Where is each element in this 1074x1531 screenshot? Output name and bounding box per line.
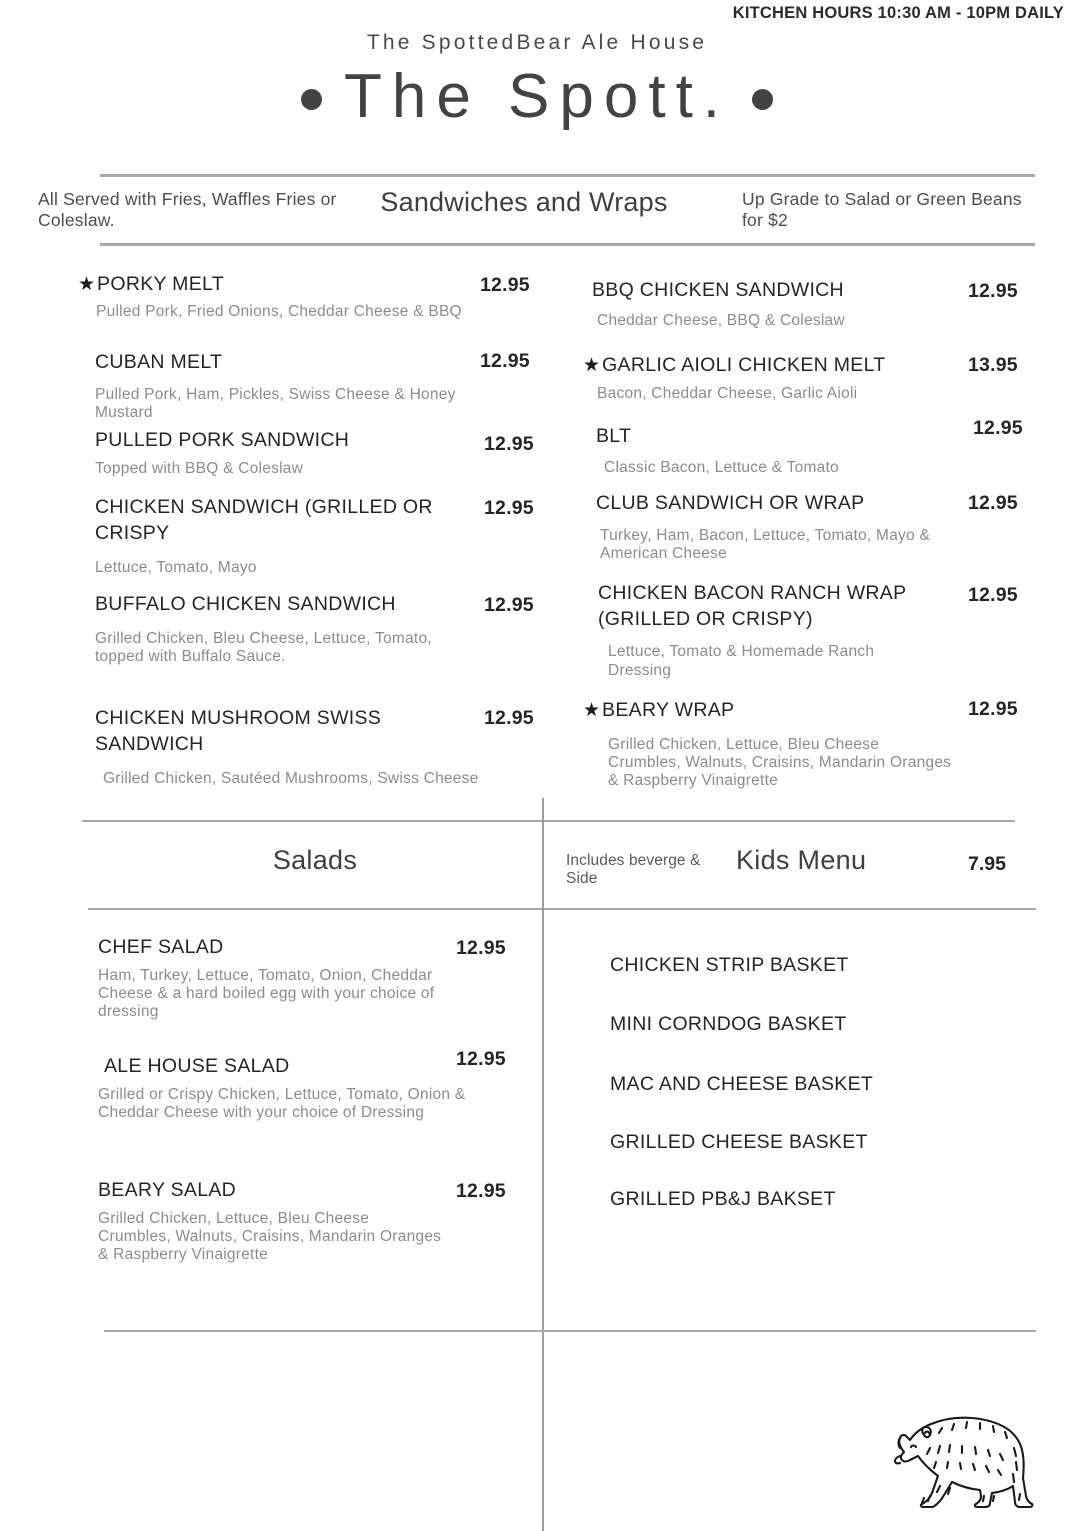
sandwiches-note-left: All Served with Fries, Waffles Fries or Coleslaw. — [38, 189, 337, 230]
divider-salads-top — [82, 820, 1015, 822]
kids-menu-item[interactable]: GRILLED PB&J BAKSET — [610, 1188, 836, 1210]
menu-item-header — [78, 272, 498, 298]
menu-item-description: Classic Bacon, Lettuce & Tomato — [604, 458, 839, 476]
menu-item-price: 12.95 — [968, 584, 1018, 606]
menu-item-header — [583, 698, 953, 724]
menu-item-description: Lettuce, Tomato, Mayo — [95, 559, 257, 577]
menu-item-description: Grilled Chicken, Bleu Cheese, Lettuce, Tomato, topped with Buffalo Sauce. — [95, 629, 432, 665]
page-title — [0, 62, 1074, 131]
menu-item-header — [95, 350, 495, 376]
menu-item[interactable] — [95, 428, 495, 478]
sandwiches-section-title: Sandwiches and Wraps — [380, 187, 668, 217]
menu-item[interactable] — [596, 491, 956, 563]
menu-item-name: PORKY MELT — [97, 273, 224, 295]
menu-item-name: GARLIC AIOLI CHICKEN MELT — [602, 354, 886, 376]
menu-item-price: 12.95 — [973, 417, 1023, 439]
menu-item-description: Grilled Chicken, Lettuce, Bleu Cheese Crumbles, Walnuts, Craisins, Mandarin Oranges & Raspberry Vinaigrette — [608, 735, 952, 789]
menu-item-description: Cheddar Cheese, BBQ & Coleslaw — [597, 311, 845, 329]
right-dot-icon — [752, 89, 773, 110]
divider-vertical — [542, 798, 544, 1531]
menu-item-header — [95, 706, 470, 757]
menu-item[interactable] — [583, 353, 953, 403]
menu-item-name: BEARY WRAP — [602, 699, 735, 721]
menu-item[interactable] — [583, 698, 953, 790]
menu-item-header — [95, 428, 495, 454]
kids-menu-item[interactable]: CHICKEN STRIP BASKET — [610, 954, 849, 976]
bear-illustration-icon — [880, 1400, 1040, 1518]
menu-item-header — [104, 1054, 504, 1080]
divider-salads-bottom — [88, 908, 1036, 910]
menu-item-header — [95, 495, 467, 546]
menu-item[interactable] — [98, 935, 498, 1021]
divider-sandwiches-top — [100, 174, 1035, 177]
menu-item-price: 12.95 — [484, 497, 534, 519]
menu-item-header — [98, 1178, 498, 1204]
kitchen-hours-text: KITCHEN HOURS 10:30 AM - 10PM DAILY — [732, 4, 1064, 22]
menu-item-price: 12.95 — [456, 937, 506, 959]
kids-menu-item[interactable]: GRILLED CHEESE BASKET — [610, 1131, 868, 1153]
menu-item-description: Pulled Pork, Fried Onions, Cheddar Cheese & BBQ — [96, 302, 462, 320]
star-icon: ★ — [583, 355, 601, 376]
menu-item-description: Grilled Chicken, Lettuce, Bleu Cheese Crumbles, Walnuts, Craisins, Mandarin Oranges & Raspberry Vinaigrette — [98, 1209, 442, 1263]
menu-item[interactable] — [95, 706, 479, 789]
menu-item-description: Bacon, Cheddar Cheese, Garlic Aioli — [597, 384, 858, 402]
menu-item-price: 12.95 — [484, 433, 534, 455]
star-icon: ★ — [583, 700, 601, 721]
sandwiches-note-right: Up Grade to Salad or Green Beans for $2 — [742, 189, 1022, 230]
menu-item-price: 12.95 — [484, 707, 534, 729]
menu-item-description: Grilled or Crispy Chicken, Lettuce, Tomato, Onion & Cheddar Cheese with your choice of Dressing — [98, 1085, 466, 1121]
menu-item-header — [596, 491, 956, 517]
menu-item[interactable] — [98, 1054, 504, 1122]
menu-item[interactable] — [98, 1178, 498, 1264]
salads-section-title: Salads — [272, 845, 358, 875]
menu-item-price: 12.95 — [968, 698, 1018, 720]
menu-item-price: 12.95 — [480, 350, 530, 372]
menu-item[interactable] — [592, 278, 952, 330]
kids-menu-note: Includes beverge & Side — [566, 852, 701, 887]
menu-item-name: CHICKEN SANDWICH (GRILLED OR CRISPY — [95, 496, 433, 544]
menu-item-price: 12.95 — [480, 274, 530, 296]
kids-menu-price: 7.95 — [968, 853, 1006, 875]
menu-item-name: CUBAN MELT — [95, 351, 223, 373]
kids-menu-item[interactable]: MAC AND CHEESE BASKET — [610, 1073, 874, 1095]
menu-item[interactable] — [598, 581, 948, 680]
menu-item-name: CHICKEN BACON RANCH WRAP (GRILLED OR CRISPY) — [598, 582, 907, 630]
sandwiches-header-band — [0, 183, 1074, 243]
brand-subtitle: The SpottedBear Ale House — [366, 31, 708, 54]
menu-item-price: 12.95 — [968, 280, 1018, 302]
menu-item-description: Turkey, Ham, Bacon, Lettuce, Tomato, Mayo & American Cheese — [600, 526, 931, 562]
menu-item-name: BBQ CHICKEN SANDWICH — [592, 279, 844, 301]
menu-item-name: BLT — [596, 425, 632, 447]
brand-title-text: The Spott. — [343, 62, 731, 131]
menu-item-name: ALE HOUSE SALAD — [104, 1055, 290, 1077]
menu-item-description: Ham, Turkey, Lettuce, Tomato, Onion, Cheddar Cheese & a hard boiled egg with your choice of dressing — [98, 966, 435, 1020]
menu-item[interactable] — [95, 495, 467, 578]
menu-item-name: BEARY SALAD — [98, 1179, 237, 1201]
left-dot-icon — [301, 89, 322, 110]
menu-item-header — [98, 935, 498, 961]
menu-item-name: CHEF SALAD — [98, 936, 224, 958]
menu-item-header — [95, 592, 495, 618]
kids-menu-item[interactable]: MINI CORNDOG BASKET — [610, 1013, 847, 1035]
menu-item-name: CHICKEN MUSHROOM SWISS SANDWICH — [95, 707, 382, 755]
menu-item-description: Topped with BBQ & Coleslaw — [95, 459, 304, 477]
menu-item-name: PULLED PORK SANDWICH — [95, 429, 350, 451]
menu-item-name: BUFFALO CHICKEN SANDWICH — [95, 593, 396, 615]
divider-footer — [104, 1330, 1036, 1332]
menu-item-header — [596, 424, 956, 450]
menu-item-description: Grilled Chicken, Sautéed Mushrooms, Swiss Cheese — [103, 770, 479, 788]
divider-sandwiches-bottom — [100, 243, 1035, 246]
menu-item-price: 12.95 — [484, 594, 534, 616]
menu-item-price: 12.95 — [456, 1180, 506, 1202]
menu-item-header — [583, 353, 953, 379]
menu-item-header — [598, 581, 948, 632]
menu-item[interactable] — [596, 424, 956, 477]
menu-item-price: 12.95 — [456, 1048, 506, 1070]
menu-item[interactable] — [95, 350, 495, 422]
menu-item-price: 13.95 — [968, 354, 1018, 376]
star-icon: ★ — [78, 274, 96, 295]
menu-item-description: Lettuce, Tomato & Homemade Ranch Dressing — [608, 643, 875, 679]
menu-item[interactable] — [95, 592, 495, 666]
menu-item-price: 12.95 — [968, 492, 1018, 514]
menu-item-header — [592, 278, 952, 304]
menu-item-name: CLUB SANDWICH OR WRAP — [596, 492, 865, 514]
menu-item[interactable] — [78, 272, 498, 321]
menu-item-description: Pulled Pork, Ham, Pickles, Swiss Cheese & Honey Mustard — [95, 385, 456, 421]
kids-section-title: Kids Menu — [736, 845, 867, 875]
